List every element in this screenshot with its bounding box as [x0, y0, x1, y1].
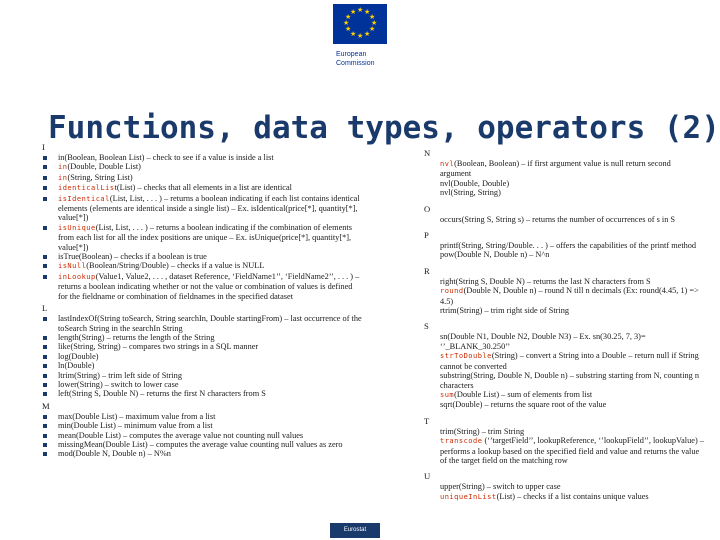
- function-description: mean(Double List) – computes the average value not counting null values: [58, 430, 304, 440]
- function-description: (‘’targetField’’, lookupReference, ‘’lookupField’’, lookupValue) – performs a lookup based on the specified field and value and returns the value of the target field on the matching row: [440, 436, 704, 465]
- function-description: nvl(Double, Double): [440, 178, 510, 188]
- function-name: uniqueInList: [440, 492, 497, 501]
- function-item: [424, 159, 704, 179]
- function-item: [424, 371, 704, 390]
- function-item: [42, 412, 362, 421]
- function-list: [424, 241, 704, 260]
- function-item: [424, 241, 704, 250]
- function-item: [424, 332, 704, 351]
- function-item: [424, 179, 704, 188]
- function-description: like(String, String) – compares two strings in a SQL manner: [58, 342, 259, 352]
- function-name: strToDouble: [440, 352, 492, 361]
- function-item: [424, 400, 704, 409]
- function-name: nvl: [440, 160, 455, 168]
- left-column: [42, 142, 362, 461]
- function-description: (Boolean/String/Double) – checks if a value is NULL: [86, 261, 265, 271]
- function-description: (List, List, . . . ) – returns a boolean indicating if the combination of elements from each list for all the index positions are unique – Ex. isUnique(price[*], quantity[*], value[*]): [58, 222, 352, 252]
- function-item: [424, 306, 704, 315]
- function-item: [42, 223, 362, 252]
- function-item: [424, 482, 704, 491]
- function-name: in: [58, 163, 68, 172]
- function-description: (List) – checks if a list contains unique values: [496, 491, 649, 501]
- function-description: left(String S, Double N) – returns the first N characters from S: [58, 389, 266, 399]
- function-list: [424, 482, 704, 502]
- function-description: isTrue(Boolean) – checks if a boolean is true: [58, 252, 207, 262]
- section-letter: I: [42, 142, 45, 152]
- function-description: (Double N, Double n) – round N till n decimals (Ex: round(4.45, 1) => 4.5): [440, 286, 699, 306]
- function-item: [424, 277, 704, 286]
- logo-line-1: European: [336, 51, 367, 58]
- function-description: upper(String) – switch to upper case: [440, 482, 561, 492]
- function-list: [42, 153, 362, 301]
- function-description: printf(String, String/Double. . . ) – offers the capabilities of the printf method: [440, 241, 697, 251]
- section-letter: T: [424, 415, 430, 426]
- section-letter: R: [424, 265, 430, 276]
- function-description: rtrim(String) – trim right side of String: [440, 306, 570, 316]
- logo-line-2: Commission: [336, 60, 375, 67]
- function-name: in: [58, 173, 68, 182]
- function-item: [42, 342, 362, 351]
- page-title: Functions, data types, operators (2): [48, 110, 720, 146]
- function-item: [424, 427, 704, 436]
- section-letter: M: [42, 400, 50, 411]
- function-description: trim(String) – trim String: [440, 426, 525, 436]
- function-item: [424, 436, 704, 465]
- function-item: [424, 188, 704, 197]
- function-list: [424, 277, 704, 316]
- function-list: [424, 427, 704, 466]
- function-description: lower(String) – switch to lower case: [58, 379, 179, 389]
- function-description: right(String S, Double N) – returns the last N characters from S: [440, 276, 651, 286]
- function-description: ln(Double): [58, 361, 95, 371]
- section-letter: S: [424, 321, 429, 332]
- function-item: [424, 351, 704, 371]
- function-description: (Value1, Value2, . . . , dataset Reference, ‘FieldName1’’, ‘FieldName2’’, . . . ) – returns a boolean indicating whether or not the value or combination of values is defined for the fieldname or combination of fieldnames in the specified dataset: [58, 271, 360, 301]
- function-description: in(Boolean, Boolean List) – check to see if a value is inside a list: [58, 153, 274, 162]
- function-item: [42, 440, 362, 449]
- function-description: missingMean(Double List) – computes the average value counting null values as zero: [58, 439, 343, 449]
- function-item: [42, 449, 362, 458]
- function-list: [424, 215, 704, 224]
- function-description: (Double, Double List): [67, 162, 141, 172]
- right-column: [424, 142, 704, 504]
- function-name: isNull: [58, 262, 87, 271]
- function-name: transcode: [440, 437, 483, 446]
- function-description: max(Double List) – maximum value from a list: [58, 411, 216, 421]
- function-item: [42, 261, 362, 271]
- function-item: [42, 272, 362, 301]
- function-description: t(List) – checks that all elements in a list are identical: [114, 183, 292, 193]
- function-description: (String) – convert a String into a Double – return null if String cannot be converted: [440, 351, 699, 371]
- function-item: [424, 286, 704, 306]
- function-item: [42, 173, 362, 183]
- function-item: [42, 421, 362, 430]
- function-description: sqrt(Double) – returns the square root of the value: [440, 400, 607, 410]
- function-description: substring(String, Double N, Double n) – substring starting from N, counting n characters: [440, 371, 700, 390]
- function-description: mod(Double N, Double n) – N%n: [58, 449, 171, 459]
- function-description: length(String) – returns the length of the String: [58, 332, 215, 342]
- eu-flag-icon: ★ ★ ★ ★ ★ ★ ★ ★ ★ ★ ★ ★: [333, 4, 387, 44]
- function-list: [42, 314, 362, 399]
- function-item: [42, 333, 362, 342]
- function-name: identicalLis: [58, 184, 115, 193]
- function-name: isUnique: [58, 223, 96, 232]
- logo-text: [336, 50, 375, 68]
- function-item: [42, 371, 362, 380]
- function-description: pow(Double N, Double n) – N^n: [440, 250, 550, 260]
- function-item: [42, 314, 362, 333]
- function-item: [42, 183, 362, 193]
- function-item: [42, 162, 362, 172]
- european-commission-logo: [320, 4, 400, 76]
- section-letter: N: [424, 148, 431, 158]
- function-name: round: [440, 287, 464, 296]
- function-description: log(Double): [58, 351, 99, 361]
- function-name: sum: [440, 390, 455, 399]
- function-item: [424, 250, 704, 259]
- function-description: (List, List, . . . ) – returns a boolean indicating if each list contains identical elements (elements are identical inside a single list) – Ex. isIdentical(price[*], quantity[*], value[*]): [58, 193, 360, 223]
- function-description: (Boolean, Boolean) – if first argument value is null return second argument: [440, 159, 671, 179]
- function-item: [42, 194, 362, 223]
- section-letter: O: [424, 203, 431, 214]
- function-description: min(Double List) – minimum value from a list: [58, 421, 213, 431]
- function-item: [42, 153, 362, 162]
- function-list: [424, 159, 704, 198]
- function-name: inLookup: [58, 272, 96, 281]
- function-list: [424, 332, 704, 409]
- function-description: ltrim(String) – trim left side of String: [58, 370, 182, 380]
- eurostat-badge: Eurostat: [330, 523, 380, 538]
- function-description: occurs(String S, String s) – returns the number of occurrences of s in S: [440, 214, 676, 224]
- section-letter: U: [424, 471, 431, 482]
- function-item: [42, 352, 362, 361]
- function-name: isIdentical: [58, 194, 110, 203]
- section-letter: L: [42, 303, 48, 314]
- function-item: [424, 492, 704, 502]
- function-item: [42, 389, 362, 398]
- function-description: sn(Double N1, Double N2, Double N3) – Ex. sn(30.25, 7, 3)= ‘’_BLANK_30.250’’: [440, 332, 646, 351]
- section-letter: P: [424, 230, 429, 241]
- function-item: [42, 380, 362, 389]
- function-list: [42, 412, 362, 459]
- function-description: lastIndexOf(String toSearch, String searchIn, Double startingFrom) – last occurrence of the toSearch String in the searchIn String: [58, 314, 362, 333]
- function-item: [42, 431, 362, 440]
- function-description: (String, String List): [67, 172, 133, 182]
- function-item: [424, 390, 704, 400]
- function-item: [42, 252, 362, 261]
- function-item: [424, 215, 704, 224]
- function-description: nvl(String, String): [440, 188, 501, 198]
- function-description: (Double List) – sum of elements from list: [454, 389, 593, 399]
- function-item: [42, 361, 362, 370]
